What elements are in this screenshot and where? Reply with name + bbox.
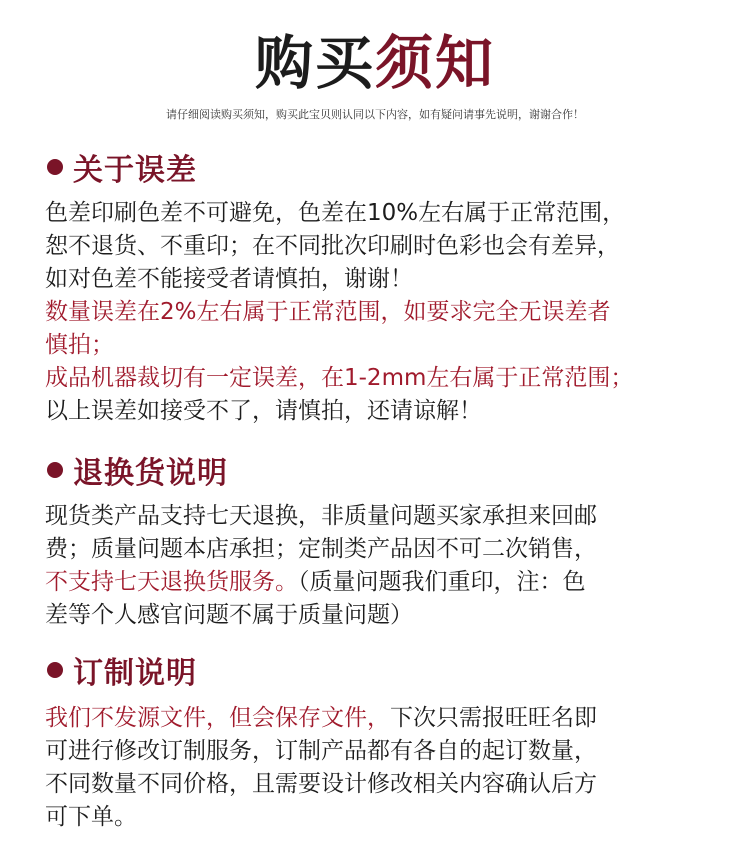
section-body-returns [45, 500, 725, 632]
bullet-dot-icon [47, 159, 63, 175]
body-line-mixed [45, 566, 725, 599]
body-line-mixed [45, 702, 725, 735]
body-line-highlight: 数量误差在2%左右属于正常范围，如要求完全无误差者 [45, 299, 611, 325]
section-body-errors [45, 197, 725, 428]
body-line: 可进行修改订制服务，订制产品都有各自的起订数量， [45, 738, 597, 764]
section-body-customization [45, 702, 725, 834]
body-line: 色差印刷色差不可避免，色差在10%左右属于正常范围， [45, 200, 626, 226]
section-heading-label: 退换货说明 [73, 456, 228, 491]
section-heading-customization [47, 650, 197, 690]
bullet-dot-icon [47, 662, 63, 678]
page-subtitle: 请仔细阅读购买须知，购买此宝贝则认同以下内容，如有疑问请事先说明，谢谢合作！ [166, 108, 584, 121]
title-part-notice: 须知 [375, 29, 496, 97]
section-heading-label: 关于误差 [73, 153, 197, 188]
section-heading-label: 订制说明 [73, 656, 197, 691]
section-heading-errors [47, 147, 197, 187]
body-line: 不同数量不同价格，且需要设计修改相关内容确认后方 [45, 771, 597, 797]
body-line: 恕不退货、不重印；在不同批次印刷时色彩也会有差异， [45, 233, 620, 259]
body-line: 如对色差不能接受者请慎拍，谢谢！ [45, 266, 413, 292]
body-line-highlight: 慎拍； [45, 332, 114, 358]
body-line: 现货类产品支持七天退换，非质量问题买家承担来回邮 [45, 503, 597, 529]
body-line: 差等个人感官问题不属于质量问题） [45, 602, 413, 628]
section-heading-returns [47, 450, 228, 490]
body-line: 可下单。 [45, 804, 137, 830]
body-line-highlight: 成品机器裁切有一定误差，在1-2mm左右属于正常范围； [45, 365, 634, 391]
body-text-highlight: 不支持七天退换货服务。 [45, 569, 298, 595]
body-text: 下次只需报旺旺名即 [390, 705, 597, 731]
body-text-highlight: 我们不发源文件，但会保存文件， [45, 705, 390, 731]
page-title [0, 28, 750, 98]
body-line: 费；质量问题本店承担；定制类产品因不可二次销售， [45, 536, 597, 562]
body-text: （质量问题我们重印，注：色 [298, 569, 586, 595]
bullet-dot-icon [47, 462, 63, 478]
title-part-purchase: 购买 [254, 29, 375, 97]
body-line: 以上误差如接受不了，请慎拍，还请谅解！ [45, 398, 482, 424]
